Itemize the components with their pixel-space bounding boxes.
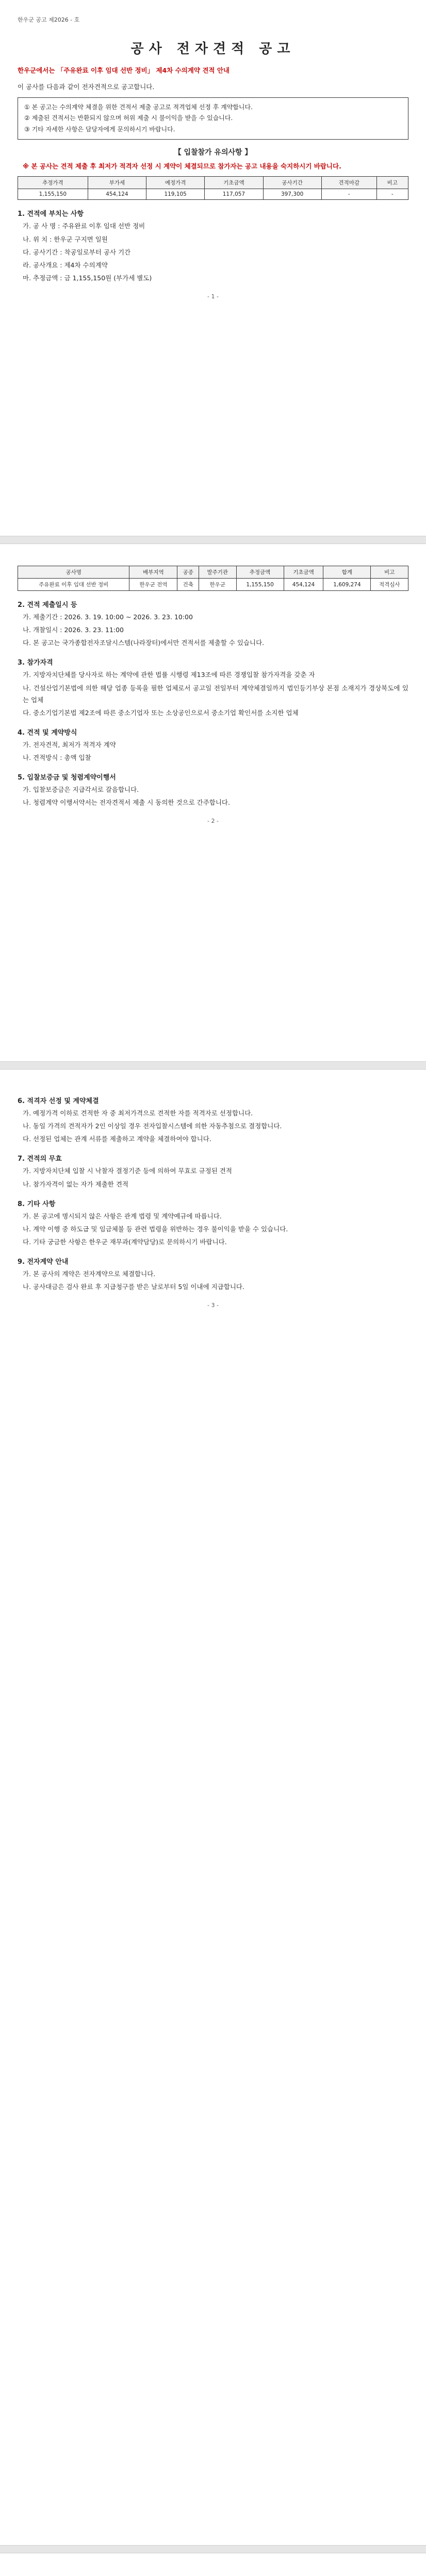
page-number: - 1 -: [207, 293, 219, 300]
section-item: 다. 본 공고는 국가종합전자조달시스템(나라장터)에서만 견적서를 제출할 수 있습니다.: [23, 639, 265, 647]
section-item: 라. 공사개요 : 제4차 수의계약: [23, 261, 108, 269]
section-item: 나. 견적방식 : 총액 입찰: [23, 754, 91, 761]
page-break: [0, 1061, 426, 1070]
section-item: 나. 공사대금은 검사 완료 후 지급청구를 받은 날로부터 5일 이내에 지급합니다.: [23, 1283, 244, 1291]
notice-item: ① 본 공고는 수의계약 체결을 위한 견적서 제출 공고로 적격업체 선정 후 계약합니다.: [24, 103, 253, 111]
caution-text: ※ 본 공사는 견적 제출 후 최저가 적격자 선정 시 계약이 체결되므로 참가자는 공고 내용을 숙지하시기 바랍니다.: [23, 162, 341, 171]
section-item: 다. 공사기간 : 착공일로부터 공사 기간: [23, 248, 131, 256]
section-item: 나. 계약 이행 중 하도급 및 임금체불 등 관련 법령을 위반하는 경우 불이익을 받을 수 있습니다.: [23, 1225, 288, 1233]
section-item: 가. 지방자치단체 입찰 시 낙찰자 결정기준 등에 의하여 무효로 규정된 견적: [23, 1167, 232, 1175]
page-break: [0, 2545, 426, 2553]
section-title: 5. 입찰보증금 및 청렴계약이행서: [18, 774, 116, 782]
caution-title: 【 입찰참가 유의사항 】: [174, 148, 252, 157]
notice-item: ③ 기타 자세한 사항은 담당자에게 문의하시기 바랍니다.: [24, 125, 175, 133]
section-item: 가. 입찰보증금은 지급각서로 갈음합니다.: [23, 786, 139, 794]
table-row: 주유완료 이후 임대 선반 정비 한우군 전역 건축 한우군 1,155,150 454,124 1,609,274 적격심사: [18, 579, 408, 591]
sheet-1: [0, 0, 426, 300]
section-title: 7. 견적의 무효: [18, 1155, 62, 1163]
table-header-row: 공사명 배부지역 공종 발주기관 추정금액 기초금액 합계 비고: [18, 566, 408, 579]
section-item: 나. 위 치 : 한우군 구지면 일원: [23, 235, 108, 243]
section-item: 다. 기타 궁금한 사항은 한우군 재무과(계약담당)로 문의하시기 바랍니다.: [23, 1238, 227, 1246]
section-item: 가. 지방자치단체를 당사자로 하는 계약에 관한 법률 시행령 제13조에 따른 경쟁입찰 참가자격을 갖춘 자: [23, 671, 315, 679]
intro-line: 한우군에서는 「주유완료 이후 임대 선반 정비」 제4차 수의계약 견적 안내: [18, 66, 230, 74]
section-title: 4. 견적 및 계약방식: [18, 728, 77, 737]
section-item: 가. 공 사 명 : 주유완료 이후 임대 선반 정비: [23, 222, 145, 230]
section-item: 나. 참가자격이 없는 자가 제출한 견적: [23, 1180, 128, 1188]
summary-table: [18, 176, 408, 200]
section-title: 2. 견적 제출일시 등: [18, 601, 77, 609]
page-number: - 3 -: [207, 1302, 219, 1309]
section-item: 가. 본 공사의 계약은 전자계약으로 체결합니다.: [23, 1270, 156, 1278]
doc-number: 한우군 공고 제2026 - 호: [18, 16, 80, 23]
section-item: 가. 제출기간 : 2026. 3. 19. 10:00 ~ 2026. 3. 23. 10:00: [23, 613, 193, 621]
notice-item: ② 제출된 견적서는 반환되지 않으며 허위 제출 시 불이익을 받을 수 있습니다.: [24, 114, 233, 122]
section-title: 8. 기타 사항: [18, 1200, 56, 1208]
section-item: 가. 예정가격 이하로 견적한 자 중 최저가격으로 견적한 자를 적격자로 선정합니다.: [23, 1109, 253, 1117]
sheet-2: [0, 562, 426, 824]
section-item: 다. 선정된 업체는 관계 서류를 제출하고 계약을 체결하여야 합니다.: [23, 1135, 211, 1143]
section-item: 나. 개찰일시 : 2026. 3. 23. 11:00: [23, 626, 124, 634]
section-title: 1. 견적에 부치는 사항: [18, 210, 84, 218]
document-title: 공사 전자견적 공고: [130, 41, 296, 57]
section-title: 3. 참가자격: [18, 659, 53, 667]
section-item: 나. 건설산업기본법에 의한 해당 업종 등록을 필한 업체로서 공고일 전일부터 계약체결일까지 법인등기부상 본점 소재지가 경상북도에 있는 업체: [23, 684, 408, 704]
intro-line: 이 공사를 다음과 같이 전자견적으로 공고합니다.: [18, 82, 155, 91]
table-row: 1,155,150 454,124 119,105 117,057 397,300 - -: [18, 189, 408, 200]
table-header-row: 추정가격 부가세 예정가격 기초금액 공사기간 견적마감 비고: [18, 177, 408, 189]
section-item: 마. 추정금액 : 금 1,155,150원 (부가세 별도): [23, 274, 152, 282]
detail-table: [18, 566, 408, 591]
section-item: 나. 동일 가격의 견적자가 2인 이상일 경우 전자입찰시스템에 의한 자동추첨으로 결정합니다.: [23, 1122, 282, 1130]
notice-box: [18, 97, 408, 140]
section-title: 9. 전자계약 안내: [18, 1258, 69, 1266]
section-item: 나. 청렴계약 이행서약서는 전자견적서 제출 시 동의한 것으로 간주합니다.: [23, 799, 230, 807]
section-item: 가. 전자견적, 최저가 적격자 계약: [23, 740, 116, 749]
sheet-4: [0, 2571, 426, 2576]
section-item: 다. 중소기업기본법 제2조에 따른 중소기업자 또는 소상공인으로서 중소기업 확인서를 소지한 업체: [23, 708, 299, 717]
sheet-3: [0, 1087, 426, 1309]
page-number: - 2 -: [207, 818, 219, 825]
page-break: [0, 536, 426, 544]
section-item: 가. 본 공고에 명시되지 않은 사항은 관계 법령 및 계약예규에 따릅니다.: [23, 1212, 222, 1220]
section-title: 6. 적격자 선정 및 계약체결: [18, 1097, 99, 1105]
